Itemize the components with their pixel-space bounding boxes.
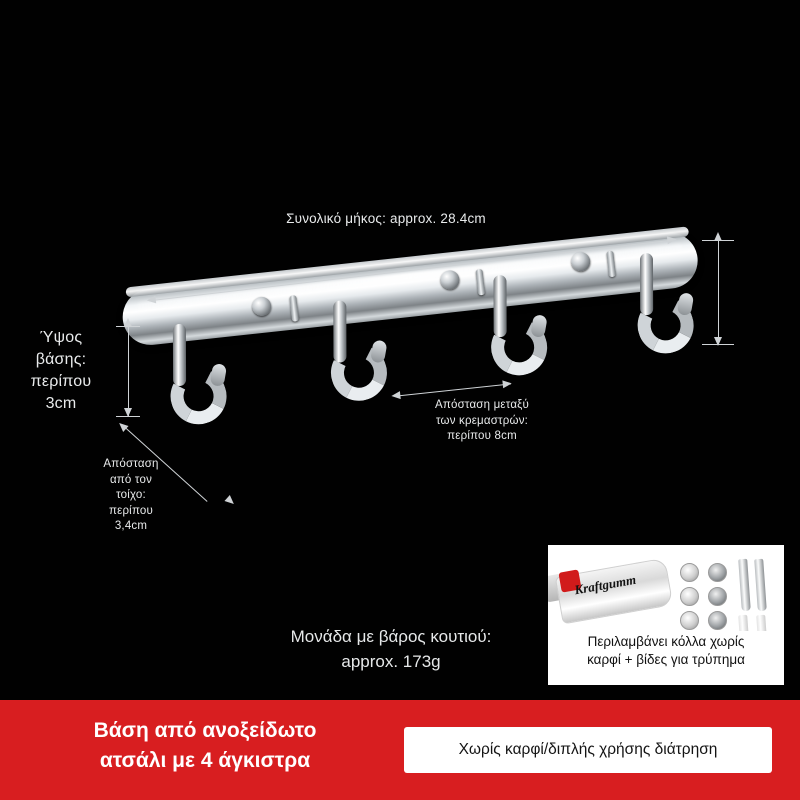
banner-title-line-1: Βάση από ανοξείδωτο xyxy=(93,719,317,742)
accessories-caption xyxy=(548,631,784,685)
banner-title-line-2: ατσάλι με 4 άγκιστρα xyxy=(99,749,311,773)
hook-tip xyxy=(530,314,548,338)
base-height-line-1: Ύψος xyxy=(39,329,83,346)
tick-top xyxy=(116,326,140,327)
screw xyxy=(738,559,751,612)
arrow-right xyxy=(502,379,512,388)
hook-tip xyxy=(370,339,388,363)
arrow-right xyxy=(224,495,236,507)
glue-brand-label: Kraftgumm xyxy=(573,571,638,598)
anchor-ring xyxy=(680,587,699,606)
wall-distance-line-5: 3,4cm xyxy=(114,520,148,533)
hook-tip xyxy=(677,292,695,316)
base-height-label xyxy=(8,327,114,415)
anchor-ring xyxy=(680,563,699,582)
hook-spacing-line-2: των κρεμαστρών: xyxy=(435,414,529,427)
hook-spacing-line-3: περίπου 8cm xyxy=(447,430,517,443)
weight-label xyxy=(258,625,524,674)
banner-pill-label: Χωρίς καρφί/διπλής χρήσης διάτρηση xyxy=(458,741,718,758)
base-height-line-3: περίπου xyxy=(30,373,92,391)
anchor-ring xyxy=(708,587,727,606)
anchor-ring xyxy=(708,611,727,630)
hook-spacing-label xyxy=(398,398,566,445)
anchor-ring xyxy=(680,611,699,630)
dimension-line xyxy=(718,240,719,344)
tick-top xyxy=(702,240,734,241)
banner-pill xyxy=(404,727,772,773)
banner-title xyxy=(20,716,390,777)
accessories-caption-line-2: καρφί + βίδες για τρύπημα xyxy=(587,652,745,668)
weight-line-1: Μονάδα με βάρος κουτιού: xyxy=(290,627,492,646)
weight-line-2: approx. 173g xyxy=(341,651,441,671)
wall-distance-label xyxy=(72,457,190,535)
wall-distance-line-3: τοίχο: xyxy=(116,489,146,502)
hook-spacing-line-1: Απόσταση μεταξύ xyxy=(434,399,530,411)
hook-3 xyxy=(482,269,567,384)
wall-distance-line-2: από τον xyxy=(109,473,153,486)
anchor-ring xyxy=(708,563,727,582)
arrow-left xyxy=(146,295,156,304)
base-height-line-2: βάσης: xyxy=(35,351,87,369)
base-height-line-4: 3cm xyxy=(45,395,77,413)
screw xyxy=(754,559,767,612)
tick-bottom xyxy=(702,344,734,345)
accessories-caption-line-1: Περιλαμβάνει κόλλα χωρίς xyxy=(587,634,745,649)
total-length-label: Συνολικό μήκος: approx. 28.4cm xyxy=(286,211,486,226)
wall-distance-line-4: περίπου xyxy=(108,504,153,517)
arrow-right xyxy=(667,235,677,244)
wall-distance-line-1: Απόσταση xyxy=(103,458,159,470)
dimension-line xyxy=(399,383,510,396)
